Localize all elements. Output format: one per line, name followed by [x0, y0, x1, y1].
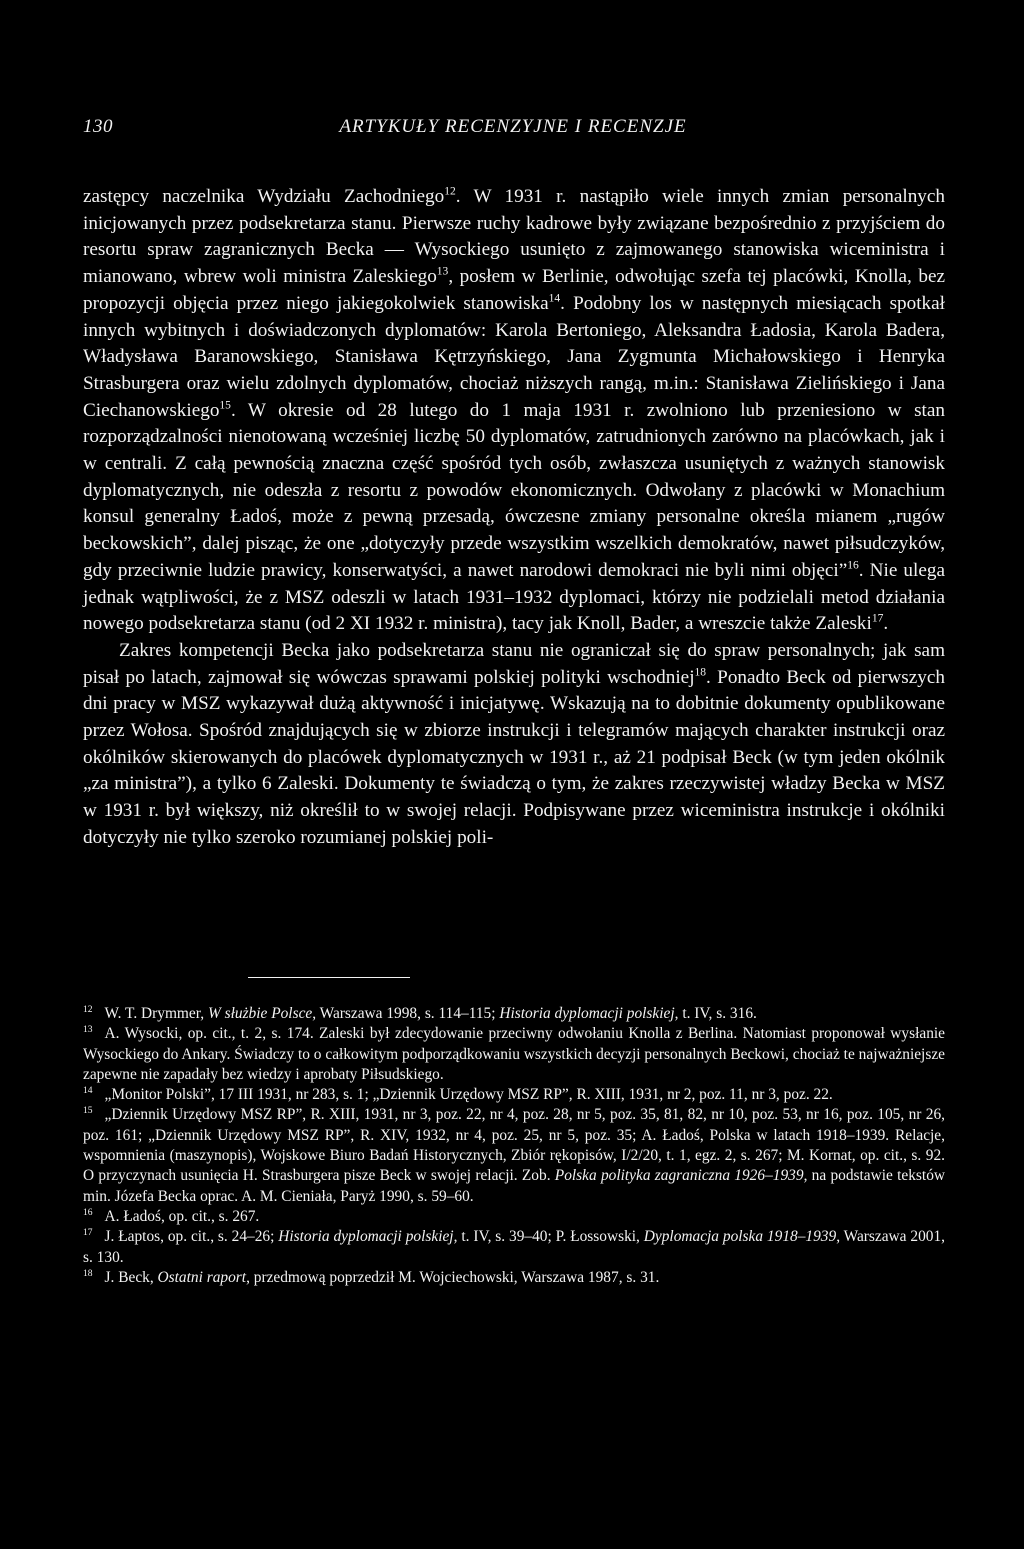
footnote-text: , na podstawie tekstów min. Józefa Becka oprac. A. M. Cieniała, Paryż 1990, s. 59–60.	[83, 1167, 945, 1205]
footnote-number: 15	[83, 1105, 93, 1117]
footnote	[83, 1004, 945, 1024]
footnote-ref[interactable]: 13	[436, 265, 449, 278]
footnote-ref[interactable]: 15	[219, 399, 231, 412]
body-text	[83, 184, 945, 852]
footnote	[83, 1207, 945, 1227]
footnote-number: 14	[83, 1085, 93, 1097]
text-run: . Nie ulega jednak wątpliwości, że z MSZ odeszli w latach 1931–1932 dyplomaci, którzy nie podzielali metod działania nowego podsekretarza stanu (od 2 XI 1932 r. ministra), tacy jak Knoll, Bader, a wreszcie także Zaleski	[83, 559, 945, 635]
footnote-number: 12	[83, 1003, 93, 1015]
footnote-ref[interactable]: 18	[694, 666, 707, 679]
page-number: 130	[83, 116, 113, 137]
footnote	[83, 1227, 945, 1268]
footnote-title: Historia dyplomacji polskiej	[278, 1228, 454, 1246]
text-run: Zakres kompetencji Becka jako podsekretarza stanu nie ograniczał się do spraw personalnych; jak sam pisał po latach, zajmował się wówczas sprawami polskiej polityki wschodniej	[83, 639, 945, 688]
text-run: . Podobny los w następnych miesiącach spotkał innych wybitnych i doświadczonych dyplomatów: Karola Bertoniego, Aleksandra Ładosia, Karola Badera, Władysława Baranowskiego, Stanisława Kętrzyńskiego, Jana Zygmunta Michałowskiego i Henryka Strasburgera oraz wielu zdolnych dyplomatów, chociaż niższych rangą, m.in.: Stanisława Zielińskiego i Jana Ciechanowskiego	[83, 292, 946, 421]
footnote	[83, 1268, 945, 1288]
footnote-number: 16	[83, 1206, 93, 1218]
footnote-separator	[248, 977, 410, 978]
footnote-text: W. T. Drymmer,	[104, 1005, 208, 1022]
text-run: zastępcy naczelnika Wydziału Zachodniego	[83, 186, 445, 207]
footnote-text: A. Wysocki, op. cit., t. 2, s. 174. Zaleski był zdecydowanie przeciwny odwołaniu Knolla z Berlina. Natomiast proponował wysłanie Wysockiego do Ankary. Świadczy to o całkowitym podporządkowaniu wszystkich decyzji personalnych Beckowi, chociaż te najważniejsze zapewne nie zapadały bez wiedzy i aprobaty Piłsudskiego.	[83, 1025, 945, 1083]
text-run: . W 1931 r. nastąpiło wiele innych zmian personalnych inicjowanych przez podsekretarza stanu. Pierwsze ruchy kadrowe były związane bezpośrednio z przyjściem do resortu spraw zagranicznych Becka — Wysockiego usunięto z zajmowanego stanowiska wiceministra i mianowano, wbrew woli ministra Zaleskiego	[83, 186, 945, 288]
footnote-number: 17	[83, 1227, 93, 1239]
footnote-text: A. Ładoś, op. cit., s. 267.	[104, 1207, 260, 1225]
footnote-text: , t. IV, s. 39–40; P. Łossowski,	[453, 1228, 644, 1246]
paragraph	[83, 638, 945, 852]
footnote-title: Polska polityka zagraniczna 1926–1939	[554, 1167, 804, 1185]
footnote-number: 13	[83, 1024, 93, 1036]
footnote-text: „Monitor Polski”, 17 III 1931, nr 283, s. 1; „Dziennik Urzędowy MSZ RP”, R. XIII, 1931, nr 2, poz. 11, nr 3, poz. 22.	[104, 1086, 833, 1104]
footnote-ref[interactable]: 14	[548, 292, 561, 305]
footnote-title: Historia dyplomacji polskiej	[499, 1005, 675, 1022]
footnote-title: Dyplomacja polska 1918–1939	[643, 1228, 837, 1246]
text-run: .	[883, 613, 889, 635]
footnote-text: , przedmową poprzedził M. Wojciechowski, Warszawa 1987, s. 31.	[246, 1268, 660, 1286]
footnote	[83, 1105, 945, 1206]
text-run: . W okresie od 28 lutego do 1 maja 1931 r. zwolniono lub przeniesiono w stan rozporządzalności nienotowaną wcześniej liczbę 50 dyplomatów, zatrudnionych zarówno na placówkach, jak i w centrali. Z całą pewnością znaczna część spośród tych osób, zwłaszcza usuniętych z ważnych stanowisk dyplomatycznych, nie odeszła z resortu z powodów ekonomicznych. Odwołany z placówki w Monachium konsul generalny Ładoś, może z pewną przesadą, ówczesne zmiany personalne określa mianem „rugów beckowskich”, dalej pisząc, że one „dotyczyły przede wszystkim wszelkich demokratów, nawet piłsudczyków, gdy przeciwnie ludzie prawicy, konserwatyści, a nawet narodowi demokraci nie byli nimi objęci”	[83, 399, 945, 581]
footnote-text: , t. IV, s. 316.	[674, 1005, 757, 1022]
footnote-ref[interactable]: 12	[444, 185, 456, 198]
footnote-ref[interactable]: 16	[847, 559, 859, 572]
footnotes	[83, 1004, 945, 1288]
footnote-text: J. Beck,	[104, 1268, 158, 1286]
header-title: ARTYKUŁY RECENZYJNE I RECENZJE	[339, 116, 687, 137]
footnote-title: W służbie Polsce	[207, 1005, 313, 1022]
text-run: , posłem w Berlinie, odwołując szefa tej placówki, Knolla, bez propozycji objęcia przez niego jakiegokolwiek stanowiska	[83, 266, 945, 314]
footnote-text: , Warszawa 1998, s. 114–115;	[312, 1005, 500, 1022]
footnote-number: 18	[83, 1267, 93, 1279]
paragraph	[83, 184, 945, 638]
footnote	[83, 1024, 945, 1085]
text-run: . Ponadto Beck od pierwszych dni pracy w MSZ wykazywał dużą aktywność i inicjatywę. Wskazują na to dobitnie dokumenty opublikowane przez Wołosa. Spośród znajdujących się w zbiorze instrukcji i telegramów mających charakter instrukcji oraz okólników skierowanych do placówek dyplomatycznych w 1931 r., aż 21 podpisał Beck (w tym jeden okólnik „za ministra”), a tylko 6 Zaleski. Dokumenty te świadczą o tym, że zakres rzeczywistej władzy Becka w MSZ w 1931 r. był większy, niż określił to w swojej relacji. Podpisywane przez wiceministra instrukcje i okólniki dotyczyły nie tylko szeroko rozumianej polskiej poli-	[83, 666, 945, 848]
footnote	[83, 1085, 945, 1105]
footnote-text: „Dziennik Urzędowy MSZ RP”, R. XIII, 1931, nr 3, poz. 22, nr 4, poz. 28, nr 5, poz. 35, 81, 82, nr 10, poz. 53, nr 16, poz. 105, nr 26, poz. 161; „Dziennik Urzędowy MSZ RP”, R. XIV, 1932, nr 4, poz. 25, nr 5, poz. 35; A. Ładoś, Polska w latach 1918–1939. Relacje, wspomnienia (maszynopis), Wojskowe Biuro Badań Historycznych, Zbiór rękopisów, I/2/20, t. 1, egz. 2, s. 267; M. Kornat, op. cit., s. 92. O przyczynach usunięcia H. Strasburgera pisze Beck w swojej relacji. Zob.	[83, 1106, 945, 1185]
footnote-title: Ostatni raport	[157, 1268, 247, 1286]
footnote-text: J. Łaptos, op. cit., s. 24–26;	[104, 1228, 279, 1246]
footnote-ref[interactable]: 17	[871, 612, 884, 625]
footnote-text: , Warszawa 2001, s. 130.	[83, 1228, 945, 1266]
